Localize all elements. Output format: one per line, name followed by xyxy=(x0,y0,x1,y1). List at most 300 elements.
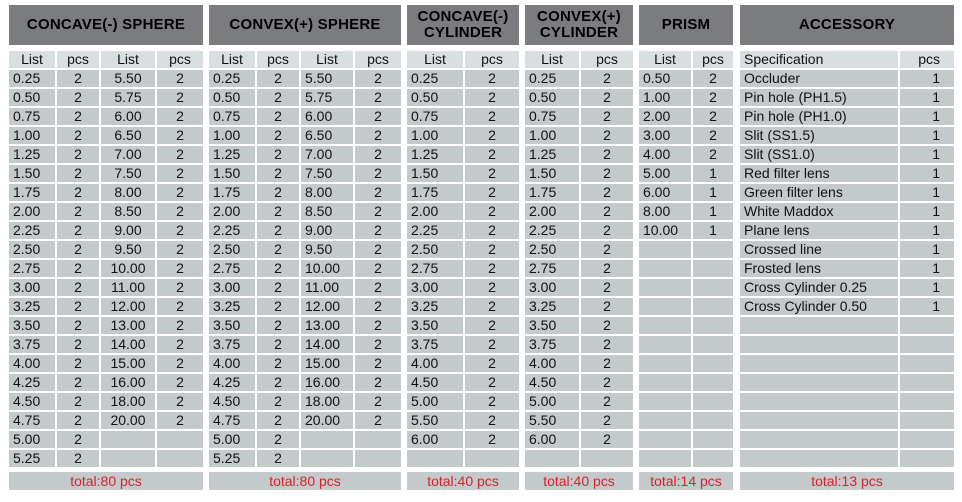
power-value: 2.50 xyxy=(209,241,255,258)
pcs-value: 2 xyxy=(57,412,99,429)
pcs-value: 2 xyxy=(257,203,299,220)
pcs-value: 2 xyxy=(581,108,633,125)
column-label-list: List xyxy=(639,51,691,68)
pcs-value: 2 xyxy=(465,412,519,429)
column-label-list: List xyxy=(525,51,579,68)
power-value: 18.00 xyxy=(101,393,155,410)
power-value: 2.75 xyxy=(9,260,55,277)
pcs-value: 1 xyxy=(900,70,954,87)
power-value: 8.00 xyxy=(301,184,353,201)
pcs-value: 2 xyxy=(693,89,733,106)
pcs-value: 2 xyxy=(57,374,99,391)
column-label-list: List xyxy=(101,51,155,68)
pcs-value: 2 xyxy=(57,184,99,201)
pcs-value: 2 xyxy=(465,393,519,410)
column-label-pcs: pcs xyxy=(465,51,519,68)
power-value: 16.00 xyxy=(101,374,155,391)
accessory-name: Slit (SS1.5) xyxy=(740,127,898,144)
column-label-pcs: pcs xyxy=(257,51,299,68)
pcs-value: 1 xyxy=(900,165,954,182)
power-value: 8.00 xyxy=(101,184,155,201)
pcs-value: 1 xyxy=(900,279,954,296)
pcs-value: 2 xyxy=(581,260,633,277)
power-value: 5.75 xyxy=(101,89,155,106)
power-value: 4.25 xyxy=(9,374,55,391)
pcs-value: 2 xyxy=(157,184,203,201)
power-value: 4.50 xyxy=(209,393,255,410)
pcs-value: 2 xyxy=(465,431,519,448)
pcs-value: 1 xyxy=(900,260,954,277)
power-value: 5.50 xyxy=(301,70,353,87)
pcs-value: 2 xyxy=(157,374,203,391)
pcs-value: 2 xyxy=(355,108,401,125)
accessory-name: Cross Cylinder 0.25 xyxy=(740,279,898,296)
pcs-value: 2 xyxy=(355,127,401,144)
power-value: 0.50 xyxy=(407,89,463,106)
power-value: 3.00 xyxy=(9,279,55,296)
pcs-value: 2 xyxy=(257,70,299,87)
power-value: 2.75 xyxy=(525,260,579,277)
power-value: 5.50 xyxy=(101,70,155,87)
convex-sphere-block-total: total:80 pcs xyxy=(209,472,401,490)
power-value: 4.00 xyxy=(407,355,463,372)
column-label-list: List xyxy=(301,51,353,68)
pcs-value: 2 xyxy=(581,165,633,182)
pcs-value: 2 xyxy=(465,241,519,258)
power-value: 6.50 xyxy=(301,127,353,144)
column-label-specification: Specification xyxy=(740,51,898,68)
pcs-value: 2 xyxy=(355,298,401,315)
pcs-value: 2 xyxy=(157,412,203,429)
power-value: 6.00 xyxy=(301,108,353,125)
pcs-value: 2 xyxy=(57,336,99,353)
accessory-name: Cross Cylinder 0.50 xyxy=(740,298,898,315)
concave-sphere-block-total: total:80 pcs xyxy=(9,472,203,490)
power-value: 0.25 xyxy=(9,70,55,87)
pcs-value: 2 xyxy=(157,279,203,296)
pcs-value: 2 xyxy=(57,146,99,163)
empty-cell xyxy=(693,355,733,372)
pcs-value: 1 xyxy=(693,203,733,220)
empty-cell xyxy=(639,260,691,277)
pcs-value: 2 xyxy=(257,279,299,296)
empty-cell xyxy=(301,431,353,448)
pcs-value: 2 xyxy=(257,298,299,315)
power-value: 2.00 xyxy=(9,203,55,220)
empty-cell xyxy=(639,241,691,258)
pcs-value: 2 xyxy=(57,431,99,448)
pcs-value: 2 xyxy=(465,146,519,163)
accessory-name: Frosted lens xyxy=(740,260,898,277)
pcs-value: 1 xyxy=(900,184,954,201)
power-value: 2.25 xyxy=(209,222,255,239)
pcs-value: 2 xyxy=(157,260,203,277)
empty-cell xyxy=(639,374,691,391)
pcs-value: 1 xyxy=(693,165,733,182)
power-value: 2.25 xyxy=(9,222,55,239)
empty-cell xyxy=(740,355,898,372)
power-value: 5.50 xyxy=(407,412,463,429)
pcs-value: 1 xyxy=(900,203,954,220)
convex-cylinder-block-total: total:40 pcs xyxy=(525,472,633,490)
power-value: 5.00 xyxy=(209,431,255,448)
empty-cell xyxy=(693,374,733,391)
column-label-pcs: pcs xyxy=(57,51,99,68)
empty-cell xyxy=(301,450,353,467)
pcs-value: 2 xyxy=(465,279,519,296)
pcs-value: 2 xyxy=(257,165,299,182)
power-value: 1.25 xyxy=(209,146,255,163)
pcs-value: 2 xyxy=(257,222,299,239)
empty-cell xyxy=(693,450,733,467)
empty-cell xyxy=(693,317,733,334)
power-value: 14.00 xyxy=(101,336,155,353)
pcs-value: 2 xyxy=(465,203,519,220)
power-value: 4.00 xyxy=(9,355,55,372)
power-value: 12.00 xyxy=(301,298,353,315)
power-value: 3.75 xyxy=(209,336,255,353)
accessory-name: Plane lens xyxy=(740,222,898,239)
power-value: 14.00 xyxy=(301,336,353,353)
power-value: 0.25 xyxy=(407,70,463,87)
pcs-value: 2 xyxy=(355,70,401,87)
pcs-value: 2 xyxy=(355,317,401,334)
pcs-value: 2 xyxy=(581,336,633,353)
pcs-value: 2 xyxy=(581,374,633,391)
power-value: 2.25 xyxy=(525,222,579,239)
empty-cell xyxy=(900,374,954,391)
pcs-value: 2 xyxy=(257,431,299,448)
column-label-list: List xyxy=(9,51,55,68)
pcs-value: 2 xyxy=(581,184,633,201)
pcs-value: 2 xyxy=(355,260,401,277)
power-value: 1.50 xyxy=(209,165,255,182)
pcs-value: 1 xyxy=(900,298,954,315)
empty-cell xyxy=(157,431,203,448)
pcs-value: 2 xyxy=(693,127,733,144)
pcs-value: 2 xyxy=(581,279,633,296)
pcs-value: 2 xyxy=(57,165,99,182)
power-value: 9.00 xyxy=(301,222,353,239)
power-value: 3.00 xyxy=(525,279,579,296)
pcs-value: 2 xyxy=(57,393,99,410)
pcs-value: 2 xyxy=(57,355,99,372)
power-value: 3.00 xyxy=(407,279,463,296)
accessory-name: Green filter lens xyxy=(740,184,898,201)
pcs-value: 2 xyxy=(465,89,519,106)
pcs-value: 2 xyxy=(57,241,99,258)
pcs-value: 2 xyxy=(157,393,203,410)
empty-cell xyxy=(639,431,691,448)
power-value: 18.00 xyxy=(301,393,353,410)
prism-value: 2.00 xyxy=(639,108,691,125)
pcs-value: 2 xyxy=(355,203,401,220)
power-value: 5.50 xyxy=(525,412,579,429)
pcs-value: 2 xyxy=(257,260,299,277)
pcs-value: 2 xyxy=(157,70,203,87)
power-value: 6.00 xyxy=(407,431,463,448)
empty-cell xyxy=(693,298,733,315)
power-value: 4.00 xyxy=(209,355,255,372)
pcs-value: 2 xyxy=(465,70,519,87)
convex-sphere-block xyxy=(209,5,401,490)
accessory-name: White Maddox xyxy=(740,203,898,220)
pcs-value: 2 xyxy=(355,165,401,182)
empty-cell xyxy=(581,450,633,467)
empty-cell xyxy=(525,450,579,467)
pcs-value: 2 xyxy=(57,450,99,467)
pcs-value: 2 xyxy=(57,317,99,334)
prism-value: 10.00 xyxy=(639,222,691,239)
power-value: 4.75 xyxy=(9,412,55,429)
empty-cell xyxy=(900,355,954,372)
power-value: 0.50 xyxy=(525,89,579,106)
power-value: 1.00 xyxy=(407,127,463,144)
power-value: 2.00 xyxy=(209,203,255,220)
pcs-value: 1 xyxy=(900,127,954,144)
pcs-value: 2 xyxy=(257,393,299,410)
accessory-block-header: ACCESSORY xyxy=(740,5,954,45)
pcs-value: 2 xyxy=(355,412,401,429)
prism-value: 6.00 xyxy=(639,184,691,201)
power-value: 1.75 xyxy=(209,184,255,201)
power-value: 7.00 xyxy=(101,146,155,163)
pcs-value: 2 xyxy=(355,184,401,201)
empty-cell xyxy=(900,393,954,410)
power-value: 2.00 xyxy=(525,203,579,220)
power-value: 7.00 xyxy=(301,146,353,163)
power-value: 5.25 xyxy=(209,450,255,467)
pcs-value: 2 xyxy=(257,241,299,258)
power-value: 11.00 xyxy=(301,279,353,296)
pcs-value: 2 xyxy=(581,127,633,144)
empty-cell xyxy=(693,412,733,429)
pcs-value: 2 xyxy=(693,146,733,163)
power-value: 3.25 xyxy=(9,298,55,315)
pcs-value: 2 xyxy=(465,260,519,277)
power-value: 6.00 xyxy=(525,431,579,448)
pcs-value: 2 xyxy=(57,279,99,296)
concave-cylinder-block-header: CONCAVE(-) CYLINDER xyxy=(407,5,519,45)
power-value: 13.00 xyxy=(101,317,155,334)
prism-block xyxy=(639,5,733,490)
pcs-value: 1 xyxy=(900,108,954,125)
prism-block-header: PRISM xyxy=(639,5,733,45)
power-value: 9.50 xyxy=(301,241,353,258)
pcs-value: 2 xyxy=(57,108,99,125)
pcs-value: 2 xyxy=(257,146,299,163)
power-value: 7.50 xyxy=(101,165,155,182)
power-value: 10.00 xyxy=(301,260,353,277)
power-value: 20.00 xyxy=(301,412,353,429)
prism-value: 3.00 xyxy=(639,127,691,144)
pcs-value: 2 xyxy=(581,298,633,315)
pcs-value: 2 xyxy=(581,70,633,87)
pcs-value: 2 xyxy=(465,127,519,144)
pcs-value: 2 xyxy=(157,298,203,315)
power-value: 6.00 xyxy=(101,108,155,125)
pcs-value: 1 xyxy=(900,146,954,163)
pcs-value: 2 xyxy=(355,355,401,372)
power-value: 1.00 xyxy=(525,127,579,144)
power-value: 2.00 xyxy=(407,203,463,220)
pcs-value: 2 xyxy=(581,412,633,429)
power-value: 1.75 xyxy=(407,184,463,201)
power-value: 4.75 xyxy=(209,412,255,429)
power-value: 4.50 xyxy=(525,374,579,391)
empty-cell xyxy=(101,431,155,448)
pcs-value: 2 xyxy=(465,298,519,315)
power-value: 11.00 xyxy=(101,279,155,296)
pcs-value: 2 xyxy=(57,127,99,144)
pcs-value: 2 xyxy=(355,146,401,163)
pcs-value: 2 xyxy=(157,317,203,334)
pcs-value: 2 xyxy=(257,374,299,391)
pcs-value: 2 xyxy=(465,184,519,201)
empty-cell xyxy=(693,241,733,258)
pcs-value: 2 xyxy=(465,222,519,239)
pcs-value: 2 xyxy=(157,127,203,144)
pcs-value: 1 xyxy=(900,89,954,106)
power-value: 0.50 xyxy=(209,89,255,106)
prism-value: 1.00 xyxy=(639,89,691,106)
convex-cylinder-block xyxy=(525,5,633,490)
power-value: 1.25 xyxy=(525,146,579,163)
power-value: 15.00 xyxy=(301,355,353,372)
power-value: 3.50 xyxy=(209,317,255,334)
column-label-list: List xyxy=(407,51,463,68)
pcs-value: 2 xyxy=(581,355,633,372)
concave-cylinder-block xyxy=(407,5,519,490)
empty-cell xyxy=(407,450,463,467)
prism-value: 5.00 xyxy=(639,165,691,182)
empty-cell xyxy=(465,450,519,467)
column-label-pcs: pcs xyxy=(581,51,633,68)
power-value: 6.50 xyxy=(101,127,155,144)
empty-cell xyxy=(355,431,401,448)
column-label-pcs: pcs xyxy=(900,51,954,68)
power-value: 3.75 xyxy=(9,336,55,353)
power-value: 3.50 xyxy=(525,317,579,334)
empty-cell xyxy=(900,431,954,448)
pcs-value: 2 xyxy=(257,184,299,201)
empty-cell xyxy=(740,431,898,448)
power-value: 8.50 xyxy=(101,203,155,220)
pcs-value: 2 xyxy=(465,165,519,182)
empty-cell xyxy=(740,336,898,353)
power-value: 0.50 xyxy=(9,89,55,106)
prism-value: 4.00 xyxy=(639,146,691,163)
power-value: 2.75 xyxy=(209,260,255,277)
concave-cylinder-block-total: total:40 pcs xyxy=(407,472,519,490)
accessory-name: Crossed line xyxy=(740,241,898,258)
empty-cell xyxy=(639,298,691,315)
empty-cell xyxy=(639,450,691,467)
pcs-value: 1 xyxy=(693,222,733,239)
power-value: 1.25 xyxy=(9,146,55,163)
pcs-value: 2 xyxy=(581,203,633,220)
pcs-value: 2 xyxy=(355,374,401,391)
empty-cell xyxy=(693,431,733,448)
pcs-value: 2 xyxy=(257,127,299,144)
pcs-value: 2 xyxy=(581,317,633,334)
pcs-value: 2 xyxy=(157,222,203,239)
pcs-value: 2 xyxy=(157,241,203,258)
prism-value: 0.50 xyxy=(639,70,691,87)
power-value: 1.00 xyxy=(9,127,55,144)
empty-cell xyxy=(639,279,691,296)
accessory-name: Occluder xyxy=(740,70,898,87)
power-value: 2.75 xyxy=(407,260,463,277)
convex-sphere-block-header: CONVEX(+) SPHERE xyxy=(209,5,401,45)
power-value: 13.00 xyxy=(301,317,353,334)
empty-cell xyxy=(900,336,954,353)
empty-cell xyxy=(101,450,155,467)
accessory-block xyxy=(740,5,954,490)
empty-cell xyxy=(900,317,954,334)
pcs-value: 2 xyxy=(57,260,99,277)
concave-sphere-block xyxy=(9,5,203,490)
pcs-value: 2 xyxy=(693,70,733,87)
pcs-value: 2 xyxy=(465,108,519,125)
pcs-value: 2 xyxy=(581,393,633,410)
accessory-block-total: total:13 pcs xyxy=(740,472,954,490)
empty-cell xyxy=(693,279,733,296)
power-value: 0.25 xyxy=(525,70,579,87)
empty-cell xyxy=(740,374,898,391)
empty-cell xyxy=(740,393,898,410)
power-value: 1.75 xyxy=(9,184,55,201)
pcs-value: 2 xyxy=(355,279,401,296)
pcs-value: 2 xyxy=(257,412,299,429)
column-label-list: List xyxy=(209,51,255,68)
pcs-value: 2 xyxy=(157,336,203,353)
column-label-pcs: pcs xyxy=(157,51,203,68)
power-value: 3.75 xyxy=(525,336,579,353)
empty-cell xyxy=(639,393,691,410)
power-value: 3.75 xyxy=(407,336,463,353)
empty-cell xyxy=(639,317,691,334)
pcs-value: 2 xyxy=(355,89,401,106)
empty-cell xyxy=(355,450,401,467)
pcs-value: 2 xyxy=(355,336,401,353)
pcs-value: 2 xyxy=(465,355,519,372)
power-value: 3.25 xyxy=(209,298,255,315)
power-value: 0.75 xyxy=(9,108,55,125)
pcs-value: 2 xyxy=(355,393,401,410)
pcs-value: 2 xyxy=(257,355,299,372)
power-value: 12.00 xyxy=(101,298,155,315)
pcs-value: 2 xyxy=(465,374,519,391)
pcs-value: 2 xyxy=(465,336,519,353)
column-label-pcs: pcs xyxy=(355,51,401,68)
power-value: 16.00 xyxy=(301,374,353,391)
power-value: 0.75 xyxy=(525,108,579,125)
column-label-pcs: pcs xyxy=(693,51,733,68)
pcs-value: 2 xyxy=(157,203,203,220)
pcs-value: 2 xyxy=(257,89,299,106)
power-value: 8.50 xyxy=(301,203,353,220)
concave-sphere-block-header: CONCAVE(-) SPHERE xyxy=(9,5,203,45)
power-value: 4.00 xyxy=(525,355,579,372)
power-value: 4.50 xyxy=(9,393,55,410)
power-value: 3.25 xyxy=(525,298,579,315)
empty-cell xyxy=(740,317,898,334)
power-value: 9.00 xyxy=(101,222,155,239)
power-value: 7.50 xyxy=(301,165,353,182)
power-value: 1.25 xyxy=(407,146,463,163)
power-value: 3.00 xyxy=(209,279,255,296)
